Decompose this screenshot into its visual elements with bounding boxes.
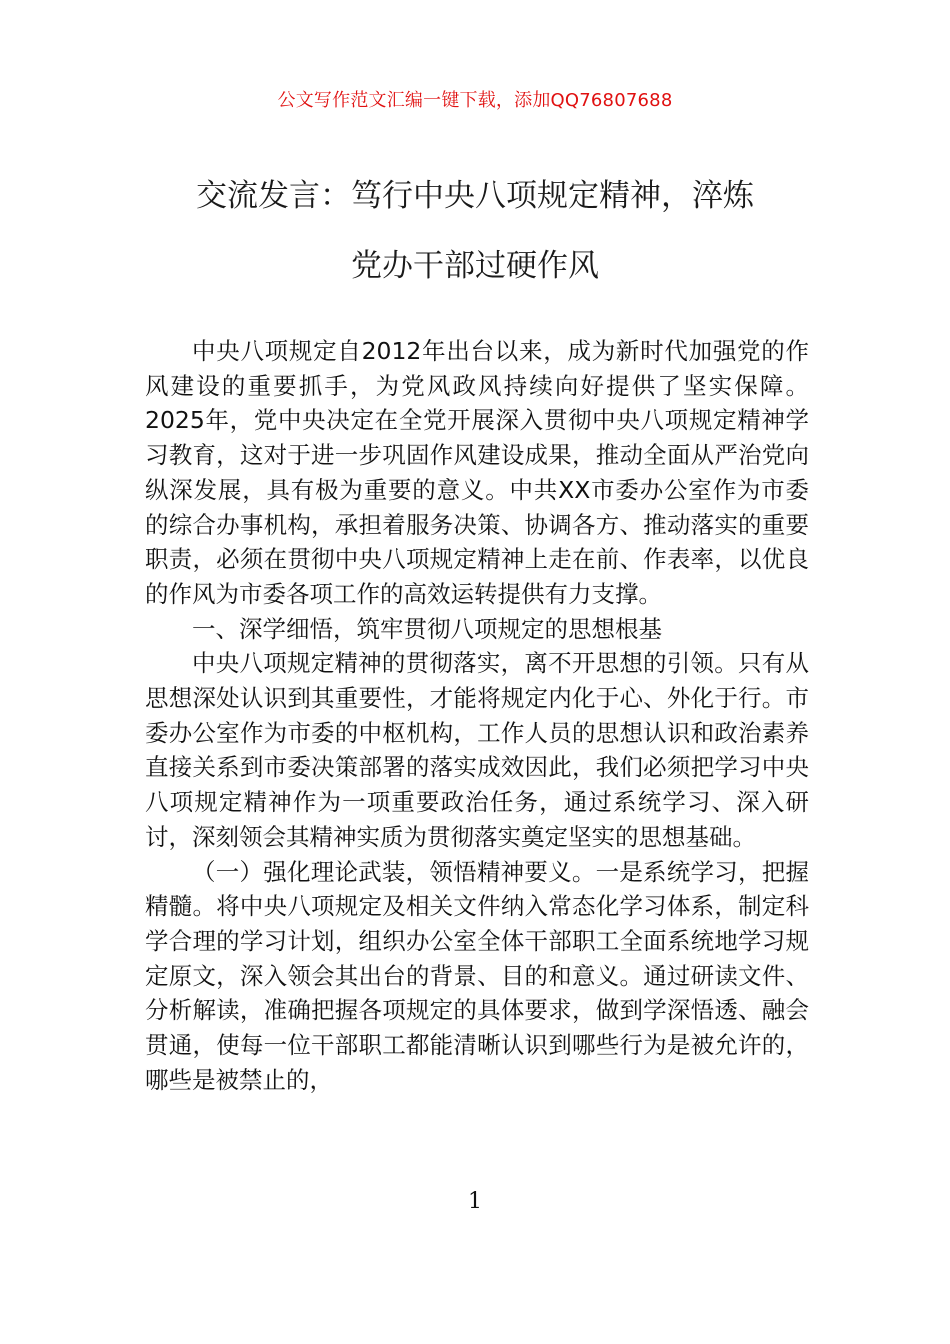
header-download-note: 公文写作范文汇编一键下载，添加QQ76807688 [277,90,673,111]
document-title-line-1: 交流发言：笃行中央八项规定精神，淬炼 [196,178,754,214]
intro-paragraph: 中央八项规定自2012年出台以来，成为新时代加强党的作风建设的重要抓手，为党风政风持续向好提供了坚实保障。2025年，党中央决定在全党开展深入贯彻中央八项规定精神学习教育，这对于进一步巩固作风建设成果，推动全面从严治党向纵深发展，具有极为重要的意义。中共XX市委办公室作为市委的综合办事机构，承担着服务决策、协调各方、推动落实的重要职责，必须在贯彻中央八项规定精神上走在前、作表率，以优良的作风为市委各项工作的高效运转提供有力支撑。 [145,337,809,608]
document-title-line-2: 党办干部过硬作风 [351,248,599,284]
section-heading: 一、深学细悟，筑牢贯彻八项规定的思想根基 [192,614,662,643]
page-number: 1 [468,1189,482,1214]
subsection-paragraph: （一）强化理论武装，领悟精神要义。一是系统学习，把握精髓。将中央八项规定及相关文件纳入常态化学习体系，制定科学合理的学习计划，组织办公室全体干部职工全面系统地学习规定原文，深入领会其出台的背景、目的和意义。通过研读文件、分析解读，准确把握各项规定的具体要求，做到学深悟透、融会贯通，使每一位干部职工都能清晰认识到哪些行为是被允许的，哪些是被禁止的， [145,857,809,1094]
document-body [145,334,809,1097]
section-paragraph: 中央八项规定精神的贯彻落实，离不开思想的引领。只有从思想深处认识到其重要性，才能将规定内化于心、外化于行。市委办公室作为市委的中枢机构，工作人员的思想认识和政治素养直接关系到市委决策部署的落实成效因此，我们必须把学习中央八项规定精神作为一项重要政治任务，通过系统学习、深入研讨，深刻领会其精神实质为贯彻落实奠定坚实的思想基础。 [145,649,809,851]
